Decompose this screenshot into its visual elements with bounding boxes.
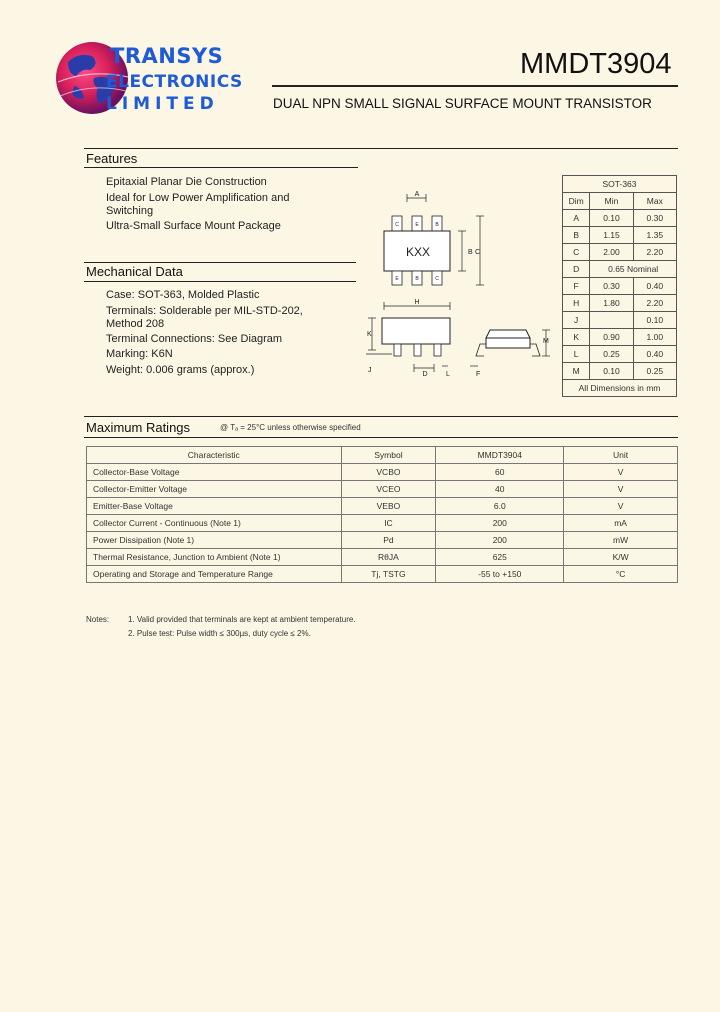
table-cell: J [563,312,590,329]
table-cell: Tj, TSTG [341,566,436,583]
dimensions-table-footer: All Dimensions in mm [563,380,677,397]
table-cell: Collector-Base Voltage [87,464,342,481]
dim-letter: M [543,338,549,345]
dimensions-table [562,175,677,397]
dimensions-header: Dim [563,193,590,210]
table-cell: VEBO [341,498,436,515]
table-cell: 0.30 [633,210,676,227]
table-cell: K/W [564,549,678,566]
table-row [87,481,678,498]
company-name-line2: ELECTRONICS [106,72,243,92]
ratings-title: Maximum Ratings [86,420,191,435]
dim-letter: H [414,299,420,306]
table-cell: VCBO [341,464,436,481]
table-cell: Thermal Resistance, Junction to Ambient (Note 1) [87,549,342,566]
table-row [87,532,678,549]
table-cell: VCEO [341,481,436,498]
pin-label: C [435,276,439,282]
feature-item: Switching [106,205,154,217]
table-row [87,498,678,515]
dimensions-header: Max [633,193,676,210]
table-row [87,549,678,566]
features-title-rule [84,167,358,168]
mechanical-title-rule [84,281,356,282]
part-subtitle: DUAL NPN SMALL SIGNAL SURFACE MOUNT TRANSISTOR [273,96,652,111]
mechanical-item: Terminals: Solderable per MIL-STD-202, [106,305,303,317]
pin-label: E [395,276,399,282]
table-cell: H [563,295,590,312]
table-cell: Operating and Storage and Temperature Range [87,566,342,583]
table-cell: 0.10 [590,363,633,380]
table-cell: 60 [436,464,564,481]
table-cell: 0.25 [633,363,676,380]
ratings-header: Characteristic [87,447,342,464]
table-row [563,278,677,295]
pin-label: B [435,222,439,228]
ratings-title-rule [84,437,678,438]
table-cell: 0.65 Nominal [590,261,677,278]
table-cell: 2.20 [633,295,676,312]
table-cell: V [564,498,678,515]
table-row [563,261,677,278]
note-item: 2. Pulse test: Pulse width ≤ 300µs, duty cycle ≤ 2%. [128,629,311,638]
table-cell: Pd [341,532,436,549]
mechanical-item: Case: SOT-363, Molded Plastic [106,289,260,301]
table-cell: Power Dissipation (Note 1) [87,532,342,549]
table-cell: 0.90 [590,329,633,346]
dim-letter: K [367,331,372,338]
table-cell: F [563,278,590,295]
package-marking: KXX [405,245,431,259]
table-cell: V [564,464,678,481]
table-cell: RθJA [341,549,436,566]
table-row [563,312,677,329]
pin-label: C [395,222,399,228]
table-cell: °C [564,566,678,583]
table-cell: 625 [436,549,564,566]
table-cell: 2.00 [590,244,633,261]
ratings-header: MMDT3904 [436,447,564,464]
dim-letter: B [468,249,473,256]
part-number: MMDT3904 [520,48,672,80]
table-cell: 200 [436,515,564,532]
dim-letter: D [422,371,428,378]
table-cell: -55 to +150 [436,566,564,583]
dimensions-table-package: SOT-363 [563,176,677,193]
table-cell: D [563,261,590,278]
table-row [563,346,677,363]
feature-item: Ultra-Small Surface Mount Package [106,220,281,232]
dim-letter: C [475,249,481,256]
feature-item: Ideal for Low Power Amplification and [106,192,290,204]
dim-letter: L [446,371,450,378]
table-row [563,329,677,346]
ratings-condition: @ Tₐ = 25°C unless otherwise specified [220,423,361,432]
pin-label: B [415,276,419,282]
table-cell: 1.80 [590,295,633,312]
table-cell: B [563,227,590,244]
table-cell: 1.35 [633,227,676,244]
table-cell: 0.40 [633,278,676,295]
table-cell: K [563,329,590,346]
mechanical-item: Method 208 [106,318,165,330]
company-name-line1: TRANSYS [110,44,224,68]
table-row [563,210,677,227]
ratings-header: Symbol [341,447,436,464]
company-name-line3: LIMITED [106,94,219,114]
table-cell: 0.25 [590,346,633,363]
table-cell: M [563,363,590,380]
mechanical-item: Marking: K6N [106,348,173,360]
ratings-top-rule [84,416,678,417]
table-cell: 0.10 [590,210,633,227]
table-cell: C [563,244,590,261]
package-outline-drawing [362,190,554,382]
table-row [563,227,677,244]
table-row [563,295,677,312]
table-cell: 0.40 [633,346,676,363]
mechanical-top-rule [84,262,356,263]
table-row [87,566,678,583]
table-cell: Collector Current - Continuous (Note 1) [87,515,342,532]
table-cell: mW [564,532,678,549]
max-ratings-table [86,446,678,583]
dimensions-header: Min [590,193,633,210]
table-cell: 0.30 [590,278,633,295]
table-cell: mA [564,515,678,532]
table-cell [590,312,633,329]
notes-label: Notes: [86,615,110,624]
dim-letter: F [476,371,481,378]
table-row [563,244,677,261]
table-row [87,515,678,532]
note-item: 1. Valid provided that terminals are kept at ambient temperature. [128,615,356,624]
dim-letter: A [414,191,420,198]
pin-label: E [415,222,419,228]
table-cell: 6.0 [436,498,564,515]
table-cell: V [564,481,678,498]
table-cell: 1.15 [590,227,633,244]
features-top-rule [84,148,678,149]
table-row [87,464,678,481]
table-row [563,363,677,380]
mechanical-item: Weight: 0.006 grams (approx.) [106,364,255,376]
mechanical-title: Mechanical Data [86,264,183,279]
table-cell: 200 [436,532,564,549]
table-cell: 1.00 [633,329,676,346]
feature-item: Epitaxial Planar Die Construction [106,176,267,188]
table-cell: Collector-Emitter Voltage [87,481,342,498]
table-cell: A [563,210,590,227]
table-cell: 40 [436,481,564,498]
mechanical-item: Terminal Connections: See Diagram [106,333,283,345]
table-cell: 0.10 [633,312,676,329]
table-cell: Emitter-Base Voltage [87,498,342,515]
table-cell: 2.20 [633,244,676,261]
ratings-header: Unit [564,447,678,464]
features-title: Features [86,151,138,166]
table-cell: IC [341,515,436,532]
header-rule [272,85,678,87]
table-cell: L [563,346,590,363]
dim-letter: J [368,367,372,374]
